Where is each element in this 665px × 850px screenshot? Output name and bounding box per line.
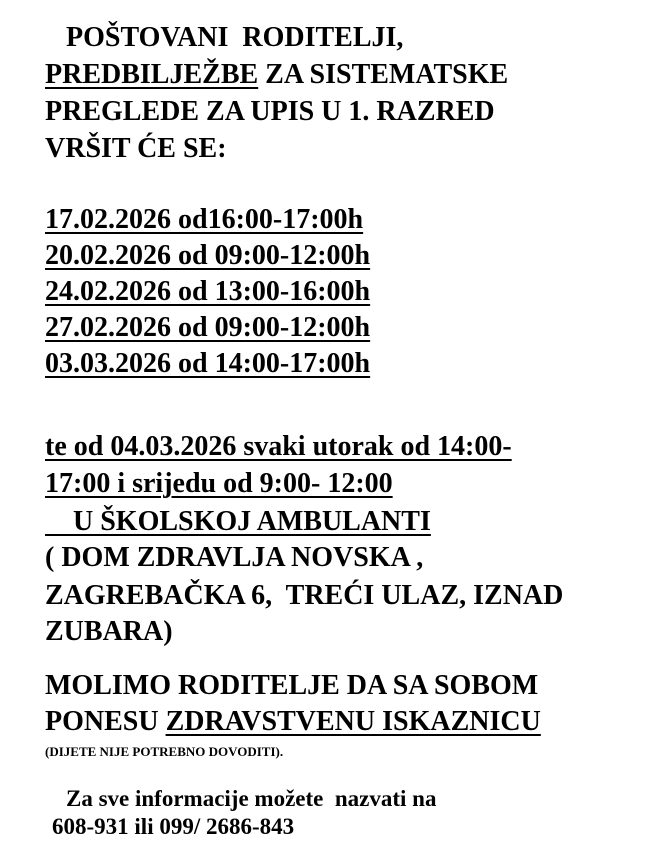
request-note: (DIJETE NIJE POTREBNO DOVODITI). <box>45 744 284 759</box>
intro-line-2 <box>45 61 508 89</box>
contact-line-1: Za sve informacije možete nazvati na <box>66 786 437 811</box>
date-line: 17.02.2026 od16:00-17:00h <box>45 204 364 235</box>
request-line-2 <box>45 708 541 736</box>
request-line-2-plain: PONESU <box>45 706 166 737</box>
registration-word: PREDBILJEŽBE <box>45 59 259 90</box>
intro-line-4: VRŠIT ĆE SE: <box>45 133 227 164</box>
date-line: 24.02.2026 od 13:00-16:00h <box>45 276 371 307</box>
greeting: POŠTOVANI RODITELJI, <box>66 22 404 53</box>
recurring-line-1: te od 04.03.2026 svaki utorak od 14:00- <box>45 431 512 462</box>
request-line-1: MOLIMO RODITELJE DA SA SOBOM <box>45 670 539 701</box>
date-line: 03.03.2026 od 14:00-17:00h <box>45 348 371 379</box>
contact-phone-numbers: 608-931 ili 099/ 2686-843 <box>52 814 295 839</box>
location-line-2: ( DOM ZDRAVLJA NOVSKA , <box>45 542 424 573</box>
location-line-4: ZUBARA) <box>45 616 173 647</box>
intro-line-3: PREGLEDE ZA UPIS U 1. RAZRED <box>45 96 495 127</box>
recurring-line-2: 17:00 i srijedu od 9:00- 12:00 <box>45 468 393 499</box>
date-line: 27.02.2026 od 09:00-12:00h <box>45 312 371 343</box>
location-line-1: U ŠKOLSKOJ AMBULANTI <box>45 506 431 537</box>
health-card-phrase: ZDRAVSTVENU ISKAZNICU <box>165 706 541 737</box>
intro-line-2-rest: ZA SISTEMATSKE <box>258 59 509 90</box>
date-line: 20.02.2026 od 09:00-12:00h <box>45 240 371 271</box>
location-line-3: ZAGREBAČKA 6, TREĆI ULAZ, IZNAD <box>45 580 564 611</box>
